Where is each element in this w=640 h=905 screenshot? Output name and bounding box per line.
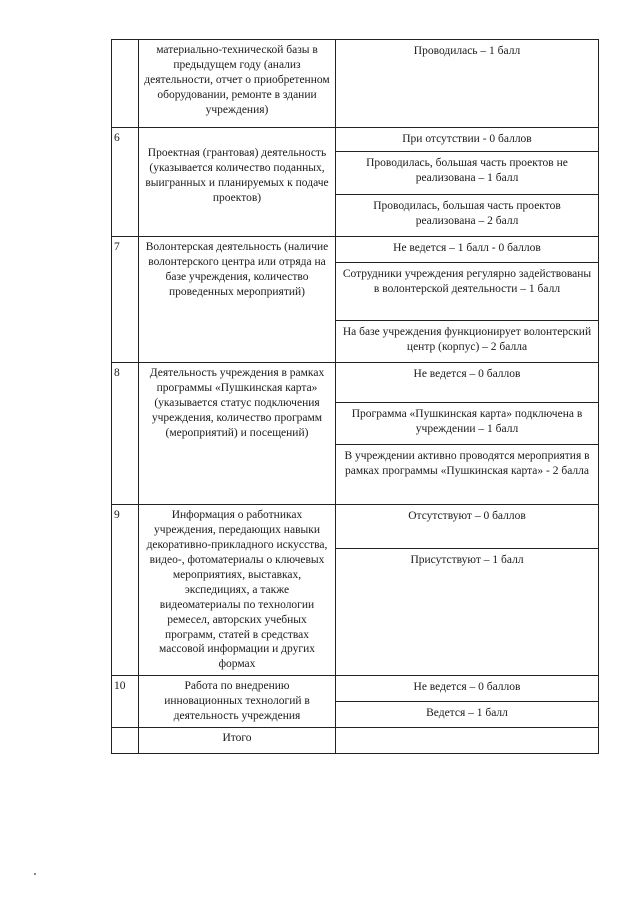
table-row bbox=[112, 237, 599, 263]
row-number: 7 bbox=[112, 237, 139, 363]
score-option: Не ведется – 0 баллов bbox=[336, 363, 599, 403]
row-number bbox=[112, 40, 139, 128]
row-number: 10 bbox=[112, 676, 139, 728]
score-option: Не ведется – 0 баллов bbox=[336, 676, 599, 701]
score-option: На базе учреждения функционирует волонтерский центр (корпус) – 2 балла bbox=[336, 321, 599, 363]
score-option: Присутствуют – 1 балл bbox=[336, 549, 599, 676]
score-option: Отсутствуют – 0 баллов bbox=[336, 505, 599, 549]
table-row bbox=[112, 128, 599, 152]
criterion-cell: Работа по внедрению инновационных технологий в деятельность учреждения bbox=[139, 676, 336, 728]
score-option: При отсутствии - 0 баллов bbox=[336, 128, 599, 152]
table-row bbox=[112, 40, 599, 128]
total-label: Итого bbox=[139, 728, 336, 754]
score-option: Проводилась, большая часть проектов не реализована – 1 балл bbox=[336, 152, 599, 195]
score-option: Программа «Пушкинская карта» подключена в учреждении – 1 балл bbox=[336, 403, 599, 445]
criterion-cell: материально-технической базы в предыдущем году (анализ деятельности, отчет о приобретенном оборудовании, ремонте в здании учреждения) bbox=[139, 40, 336, 128]
score-option: Проводилась – 1 балл bbox=[336, 40, 599, 128]
score-option: Сотрудники учреждения регулярно задействованы в волонтерской деятельности – 1 балл bbox=[336, 263, 599, 321]
row-number: 6 bbox=[112, 128, 139, 237]
criterion-cell: Волонтерская деятельность (наличие волонтерского центра или отряда на базе учреждения, количество проведенных мероприятий) bbox=[139, 237, 336, 363]
scan-speck bbox=[34, 873, 36, 875]
score-option: Ведется – 1 балл bbox=[336, 701, 599, 727]
score-option: Проводилась, большая часть проектов реализована – 2 балл bbox=[336, 195, 599, 237]
criterion-cell: Деятельность учреждения в рамках программы «Пушкинская карта» (указывается статус подключения учреждения, количество программ (мероприятий) и посещений) bbox=[139, 363, 336, 505]
score-option: Не ведется – 1 балл - 0 баллов bbox=[336, 237, 599, 263]
table-row bbox=[112, 363, 599, 403]
score-option: В учреждении активно проводятся мероприятия в рамках программы «Пушкинская карта» - 2 балла bbox=[336, 445, 599, 505]
scoring-table bbox=[111, 39, 599, 754]
row-number bbox=[112, 728, 139, 754]
criterion-cell: Информация о работниках учреждения, передающих навыки декоративно-прикладного искусства, видео-, фотоматериалы о ключевых мероприятиях, выставках, экспедициях, а также видеоматериалы по технологии ремесел, авторских учебных программ, статей в средствах массовой информации и других формах bbox=[139, 505, 336, 676]
table-row bbox=[112, 505, 599, 549]
total-value bbox=[336, 728, 599, 754]
criterion-cell: Проектная (грантовая) деятельность (указывается количество поданных, выигранных и планируемых к подаче проектов) bbox=[139, 128, 336, 237]
row-number: 8 bbox=[112, 363, 139, 505]
row-number: 9 bbox=[112, 505, 139, 676]
table-row bbox=[112, 676, 599, 701]
total-row bbox=[112, 728, 599, 754]
